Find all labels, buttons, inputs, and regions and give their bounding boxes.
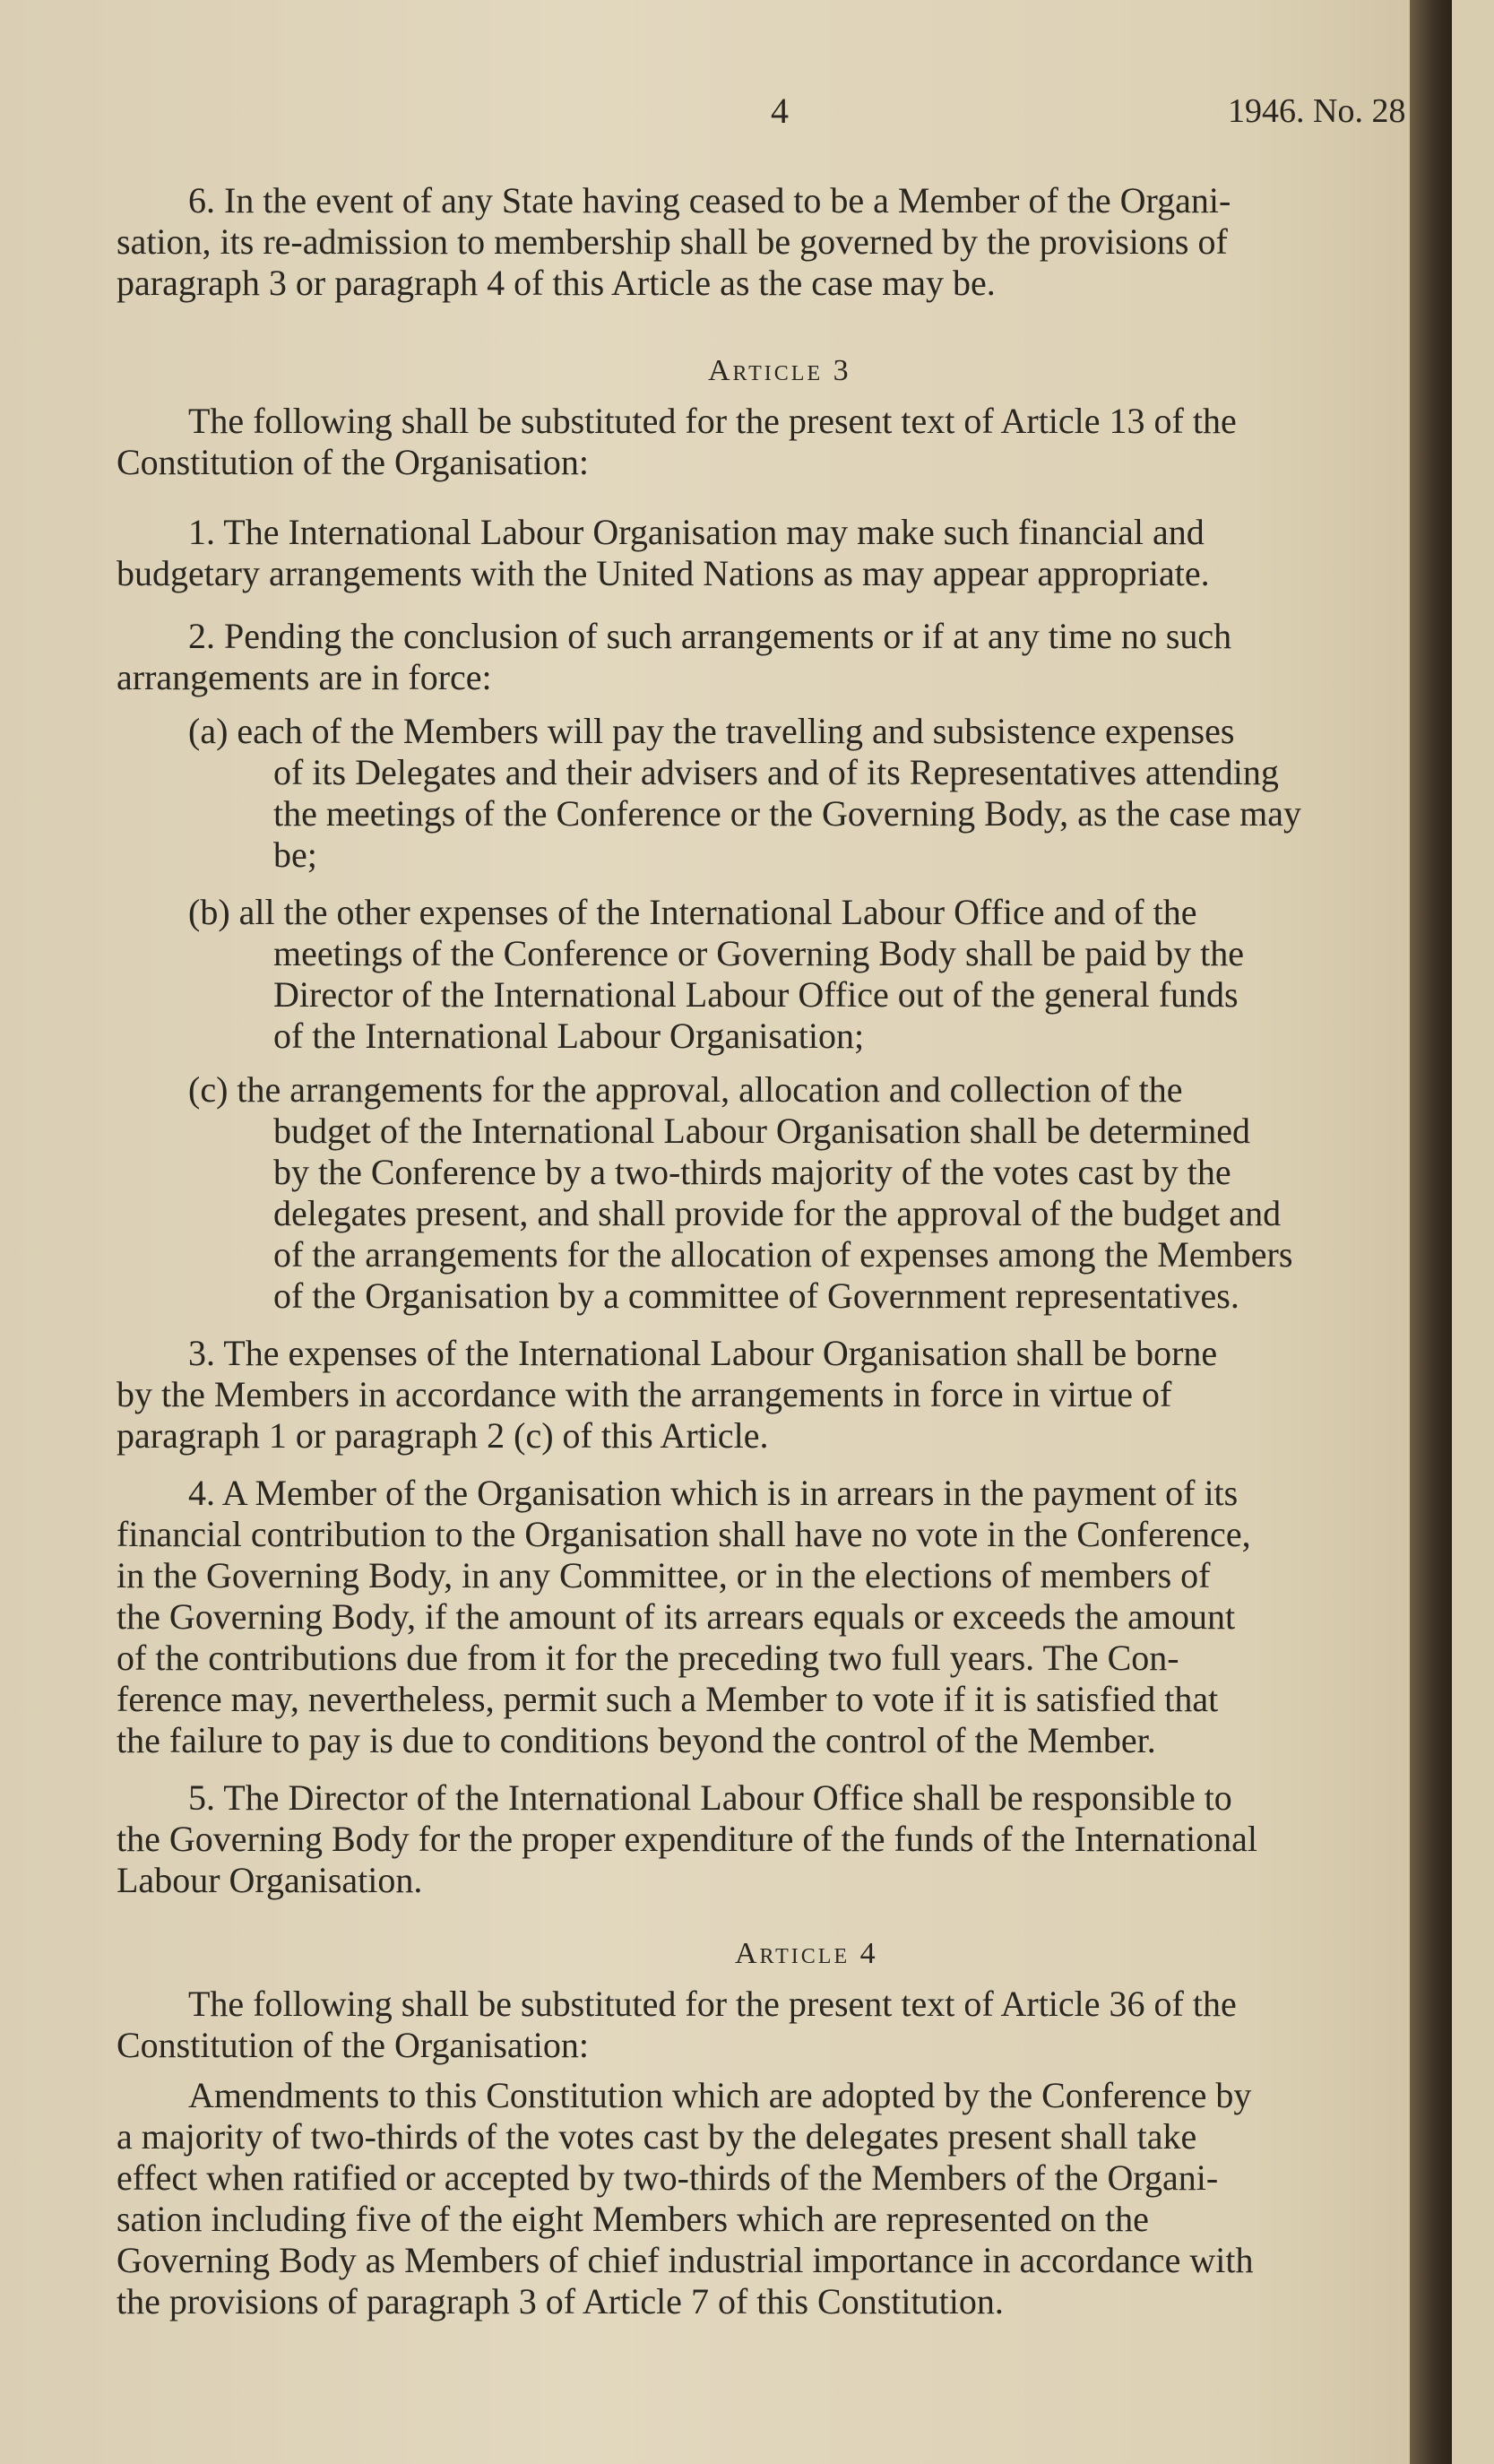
- text-line: the provisions of paragraph 3 of Article 7 of this Constitution.: [117, 2281, 1004, 2321]
- text-line: 1. The International Labour Organisation may make such financial and: [188, 512, 1205, 552]
- text-line: sation including five of the eight Members which are represented on the: [117, 2199, 1149, 2239]
- text-line: 5. The Director of the International Labour Office shall be responsible to: [188, 1777, 1232, 1818]
- text-line: of the arrangements for the allocation of expenses among the Members: [273, 1234, 1293, 1275]
- text-line: (c) the arrangements for the approval, allocation and collection of the: [188, 1069, 1183, 1110]
- text-line: a majority of two-thirds of the votes cast by the delegates present shall take: [117, 2116, 1197, 2157]
- text-line: (b) all the other expenses of the International Labour Office and of the: [188, 892, 1197, 932]
- text-line: ference may, nevertheless, permit such a Member to vote if it is satisfied that: [117, 1679, 1219, 1719]
- text-line: 3. The expenses of the International Labour Organisation shall be borne: [188, 1333, 1218, 1373]
- text-line: 2. Pending the conclusion of such arrangements or if at any time no such: [188, 616, 1232, 656]
- article-heading: Article 3: [708, 354, 851, 387]
- text-line: of the International Labour Organisation;: [273, 1016, 865, 1056]
- text-line: sation, its re-admission to membership shall be governed by the provisions of: [117, 221, 1228, 262]
- text-line: financial contribution to the Organisation shall have no vote in the Conference,: [117, 1514, 1251, 1554]
- text-line: 6. In the event of any State having ceased to be a Member of the Organi-: [188, 180, 1231, 220]
- text-line: the failure to pay is due to conditions beyond the control of the Member.: [117, 1720, 1156, 1760]
- text-line: The following shall be substituted for the present text of Article 13 of the: [188, 401, 1237, 441]
- text-line: of the contributions due from it for the preceding two full years. The Con-: [117, 1638, 1179, 1678]
- text-line: the meetings of the Conference or the Governing Body, as the case may: [273, 793, 1302, 834]
- text-line: of its Delegates and their advisers and of its Representatives attending: [273, 752, 1279, 792]
- text-line: Labour Organisation.: [117, 1860, 423, 1900]
- text-line: the Governing Body, if the amount of its arrears equals or exceeds the amount: [117, 1596, 1236, 1637]
- text-line: (a) each of the Members will pay the travelling and subsistence expenses: [188, 711, 1235, 751]
- text-line: of the Organisation by a committee of Government representatives.: [273, 1275, 1239, 1316]
- text-line: delegates present, and shall provide for the approval of the budget and: [273, 1193, 1282, 1233]
- text-line: effect when ratified or accepted by two-thirds of the Members of the Organi-: [117, 2157, 1219, 2198]
- text-line: Amendments to this Constitution which are adopted by the Conference by: [188, 2075, 1252, 2115]
- article-heading: Article 4: [735, 1937, 878, 1970]
- text-line: budget of the International Labour Organisation shall be determined: [273, 1111, 1251, 1151]
- text-line: by the Conference by a two-thirds majority of the votes cast by the: [273, 1152, 1231, 1192]
- text-line: paragraph 3 or paragraph 4 of this Article as the case may be.: [117, 263, 996, 303]
- text-line: 4. A Member of the Organisation which is in arrears in the payment of its: [188, 1473, 1239, 1513]
- text-line: the Governing Body for the proper expenditure of the funds of the International: [117, 1819, 1257, 1859]
- text-line: Constitution of the Organisation:: [117, 442, 590, 482]
- page-edge-shadow: [1410, 0, 1452, 2464]
- text-line: meetings of the Conference or Governing Body shall be paid by the: [273, 933, 1245, 973]
- text-line: arrangements are in force:: [117, 657, 492, 697]
- text-line: be;: [273, 834, 317, 875]
- text-line: budgetary arrangements with the United Nations as may appear appropriate.: [117, 553, 1210, 593]
- text-line: Constitution of the Organisation:: [117, 2025, 590, 2065]
- page-number: 4: [771, 91, 789, 131]
- text-line: by the Members in accordance with the arrangements in force in virtue of: [117, 1374, 1172, 1414]
- text-line: Director of the International Labour Office out of the general funds: [273, 974, 1239, 1015]
- text-line: The following shall be substituted for the present text of Article 36 of the: [188, 1984, 1237, 2024]
- year-and-number: 1946. No. 28: [1228, 92, 1406, 130]
- text-line: paragraph 1 or paragraph 2 (c) of this Article.: [117, 1415, 769, 1456]
- text-line: in the Governing Body, in any Committee, or in the elections of members of: [117, 1555, 1211, 1595]
- text-line: Governing Body as Members of chief industrial importance in accordance with: [117, 2240, 1254, 2280]
